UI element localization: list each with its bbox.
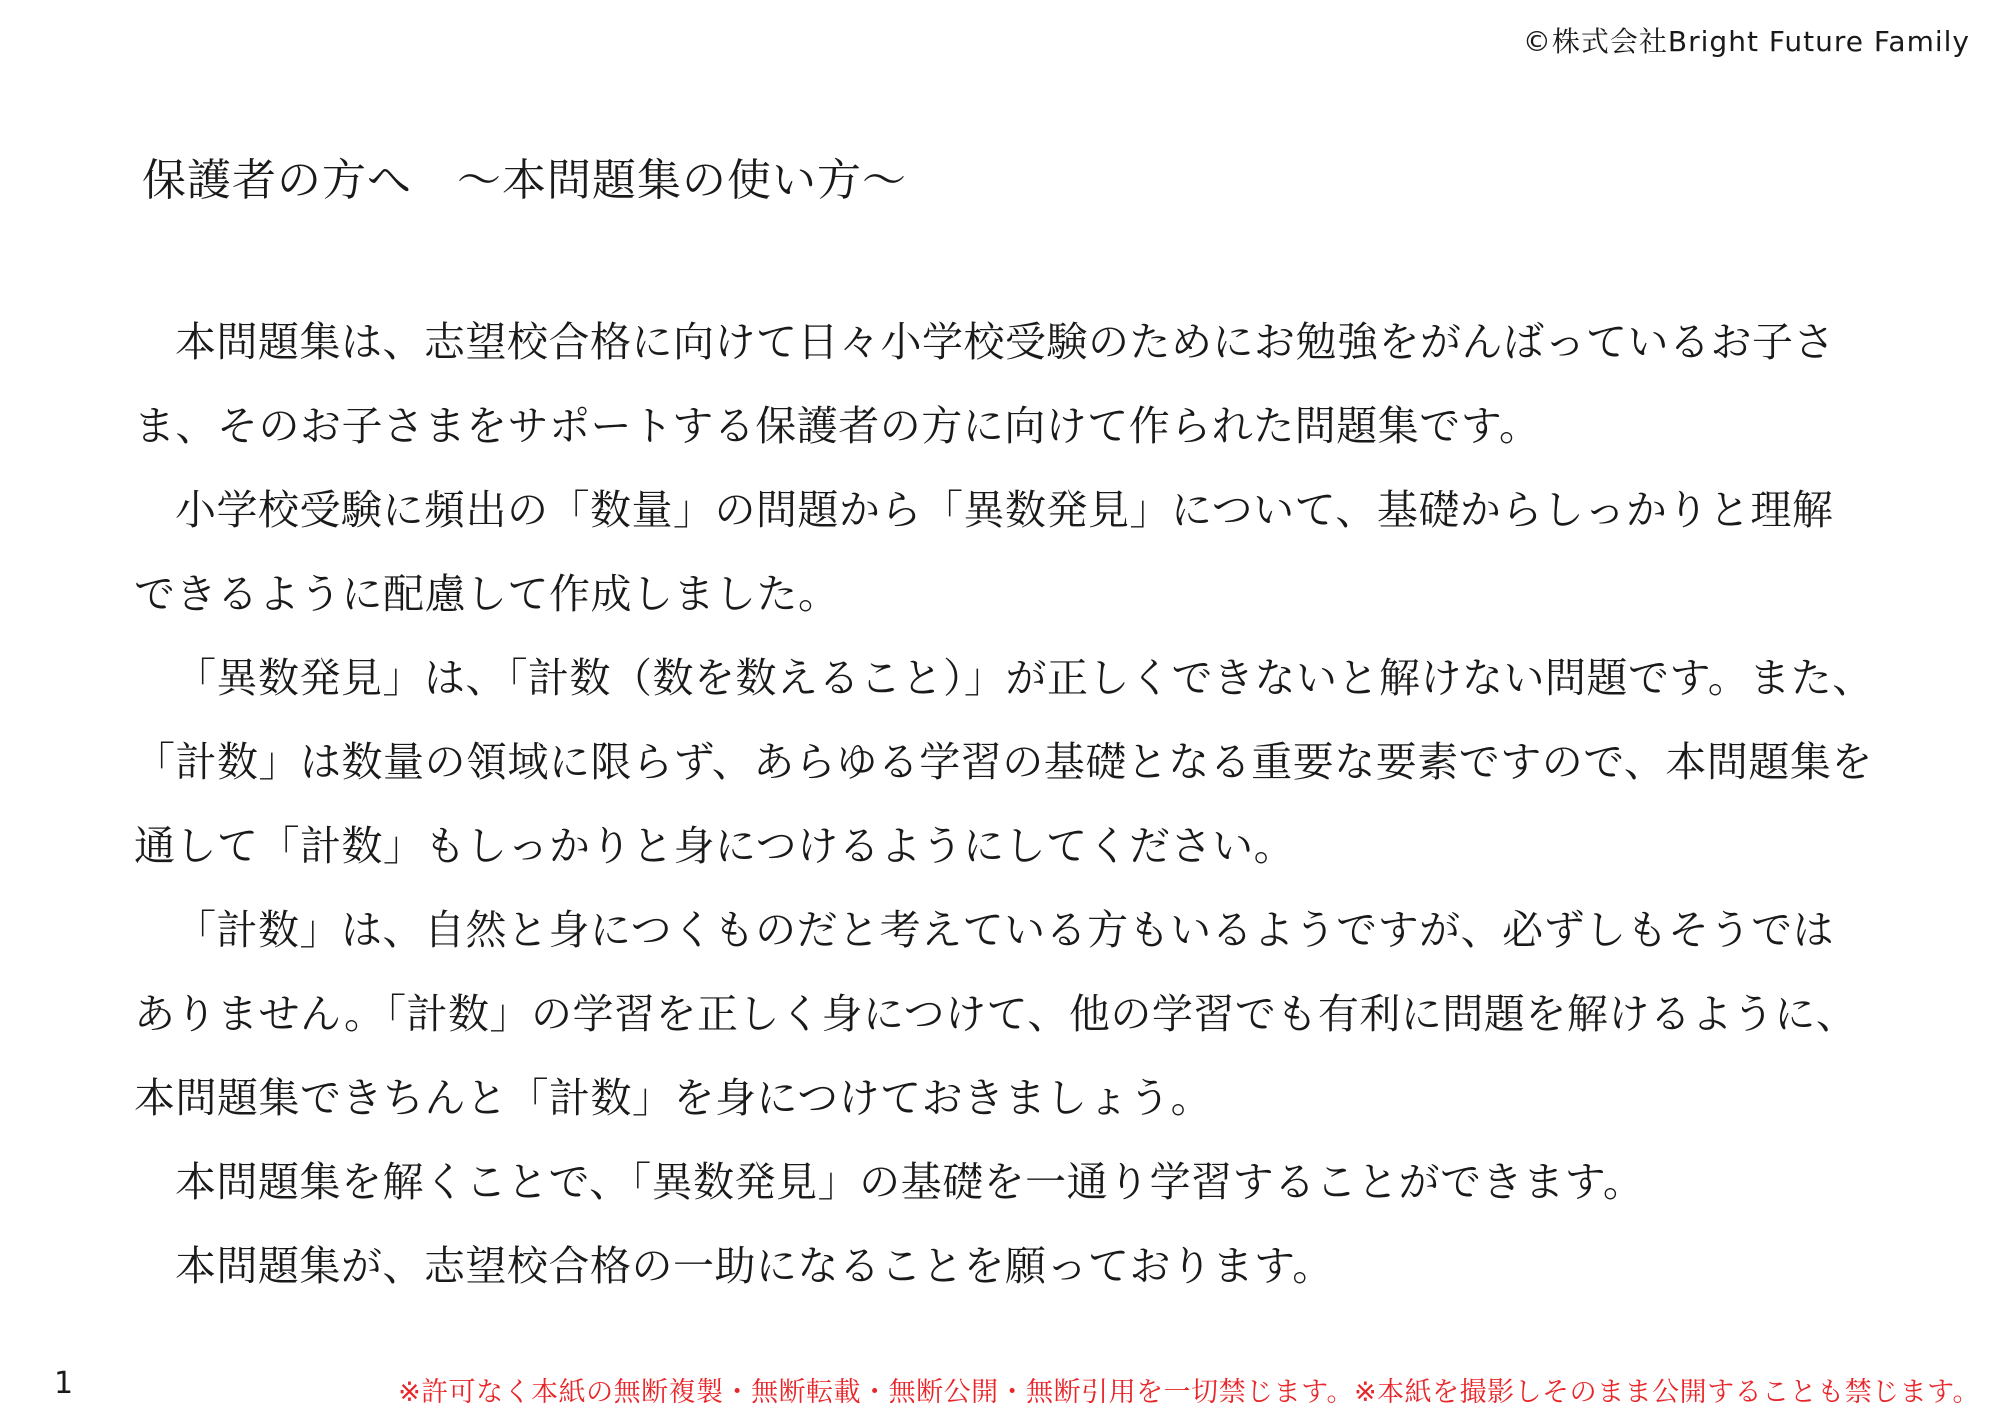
- instructions-body: [134, 300, 1874, 1308]
- paragraph-counting-learning: 「計数」は、自然と身につくものだと考えている方もいるようですが、必ずしもそうではありません。「計数」の学習を正しく身につけて、他の学習でも有利に問題を解けるように、本問題集できちんと「計数」を身につけておきましょう。: [134, 906, 1858, 1122]
- paragraph-purpose: 小学校受験に頻出の「数量」の問題から「異数発見」について、基礎からしっかりと理解できるように配慮して作成しました。: [134, 486, 1834, 618]
- paragraph-counting-importance: 「異数発見」は、「計数（数を数えること）」が正しくできないと解けない問題です。また、「計数」は数量の領域に限らず、あらゆる学習の基礎となる重要な要素ですので、本問題集を通して「計数」もしっかりと身につけるようにしてください。: [134, 654, 1874, 870]
- paragraph-outcome: 本問題集を解くことで、「異数発見」の基礎を一通り学習することができます。: [175, 1158, 1645, 1206]
- copyright-notice: ©株式会社Bright Future Family: [1522, 25, 1970, 58]
- page-number: 1: [54, 1366, 74, 1401]
- page-title: 保護者の方へ ～本問題集の使い方～: [142, 155, 907, 206]
- copy-prohibition-notice: ※許可なく本紙の無断複製・無断転載・無断公開・無断引用を一切禁じます。※本紙を撮影しそのまま公開することも禁じます。: [398, 1377, 1980, 1408]
- paragraph-intro: 本問題集は、志望校合格に向けて日々小学校受験のためにお勉強をがんばっているお子さま、そのお子さまをサポートする保護者の方に向けて作られた問題集です。: [134, 318, 1835, 450]
- paragraph-closing: 本問題集が、志望校合格の一助になることを願っております。: [175, 1242, 1334, 1290]
